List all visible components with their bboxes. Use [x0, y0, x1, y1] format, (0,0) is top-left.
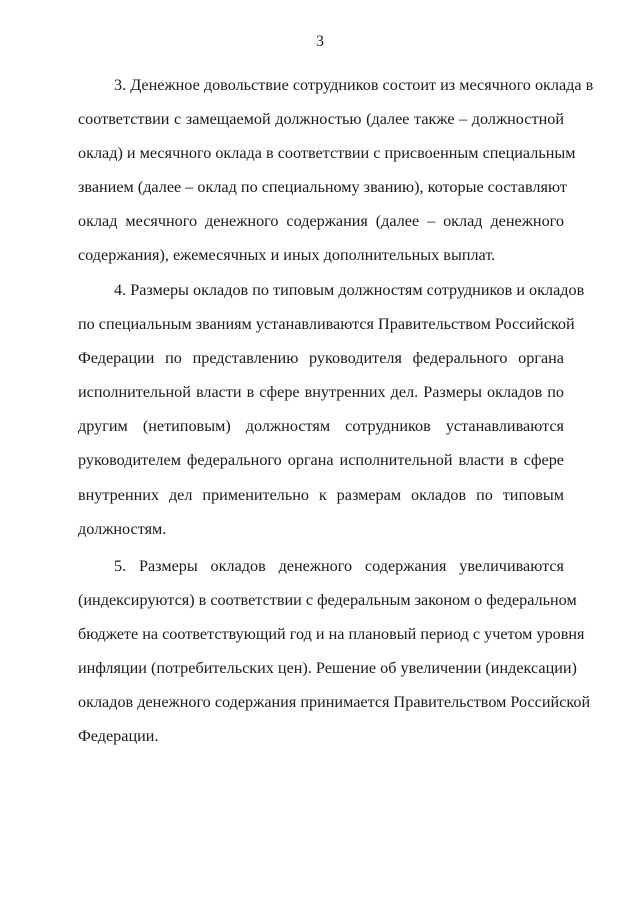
paragraph-line: по специальным званиям устанавливаются Правительством Российской: [78, 315, 575, 334]
page-number: 3: [316, 33, 324, 50]
paragraph-line: инфляции (потребительских цен). Решение об увеличении (индексации): [78, 659, 577, 678]
paragraph-line: званием (далее – оклад по специальному званию), которые составляют: [78, 178, 567, 197]
paragraph-line: бюджете на соответствующий год и на плановый период с учетом уровня: [78, 625, 585, 644]
paragraph-line: 5. Размеры окладов денежного содержания увеличиваются: [114, 557, 564, 575]
paragraph-line: 3. Денежное довольствие сотрудников состоит из месячного оклада в: [114, 76, 594, 94]
paragraph-line: Федерации.: [78, 727, 159, 746]
paragraph-4: [78, 273, 585, 546]
paragraph-line: (индексируются) в соответствии с федеральным законом о федеральном: [78, 591, 577, 610]
paragraph-line: другим (нетиповым) должностям сотрудников устанавливаются: [78, 417, 564, 436]
paragraph-line: оклад) и месячного оклада в соответствии с присвоенным специальным: [78, 144, 576, 163]
paragraph-line: руководителем федерального органа исполнительной власти в сфере: [78, 451, 564, 470]
paragraph-line: исполнительной власти в сфере внутренних дел. Размеры окладов по: [78, 383, 564, 402]
paragraph-line: окладов денежного содержания принимается Правительством Российской: [78, 693, 591, 712]
paragraph-line: соответствии с замещаемой должностью (далее также – должностной: [78, 110, 564, 129]
paragraph-line: 4. Размеры окладов по типовым должностям сотрудников и окладов: [114, 281, 585, 299]
paragraph-line: Федерации по представлению руководителя федерального органа: [78, 349, 564, 368]
paragraph-line: должностям.: [78, 519, 167, 538]
paragraph-line: оклад месячного денежного содержания (далее – оклад денежного: [78, 212, 564, 231]
paragraph-line: содержания), ежемесячных и иных дополнительных выплат.: [78, 246, 496, 265]
paragraph-5: [78, 549, 591, 754]
paragraph-3: [78, 68, 594, 273]
paragraph-line: внутренних дел применительно к размерам окладов по типовым: [78, 485, 564, 504]
